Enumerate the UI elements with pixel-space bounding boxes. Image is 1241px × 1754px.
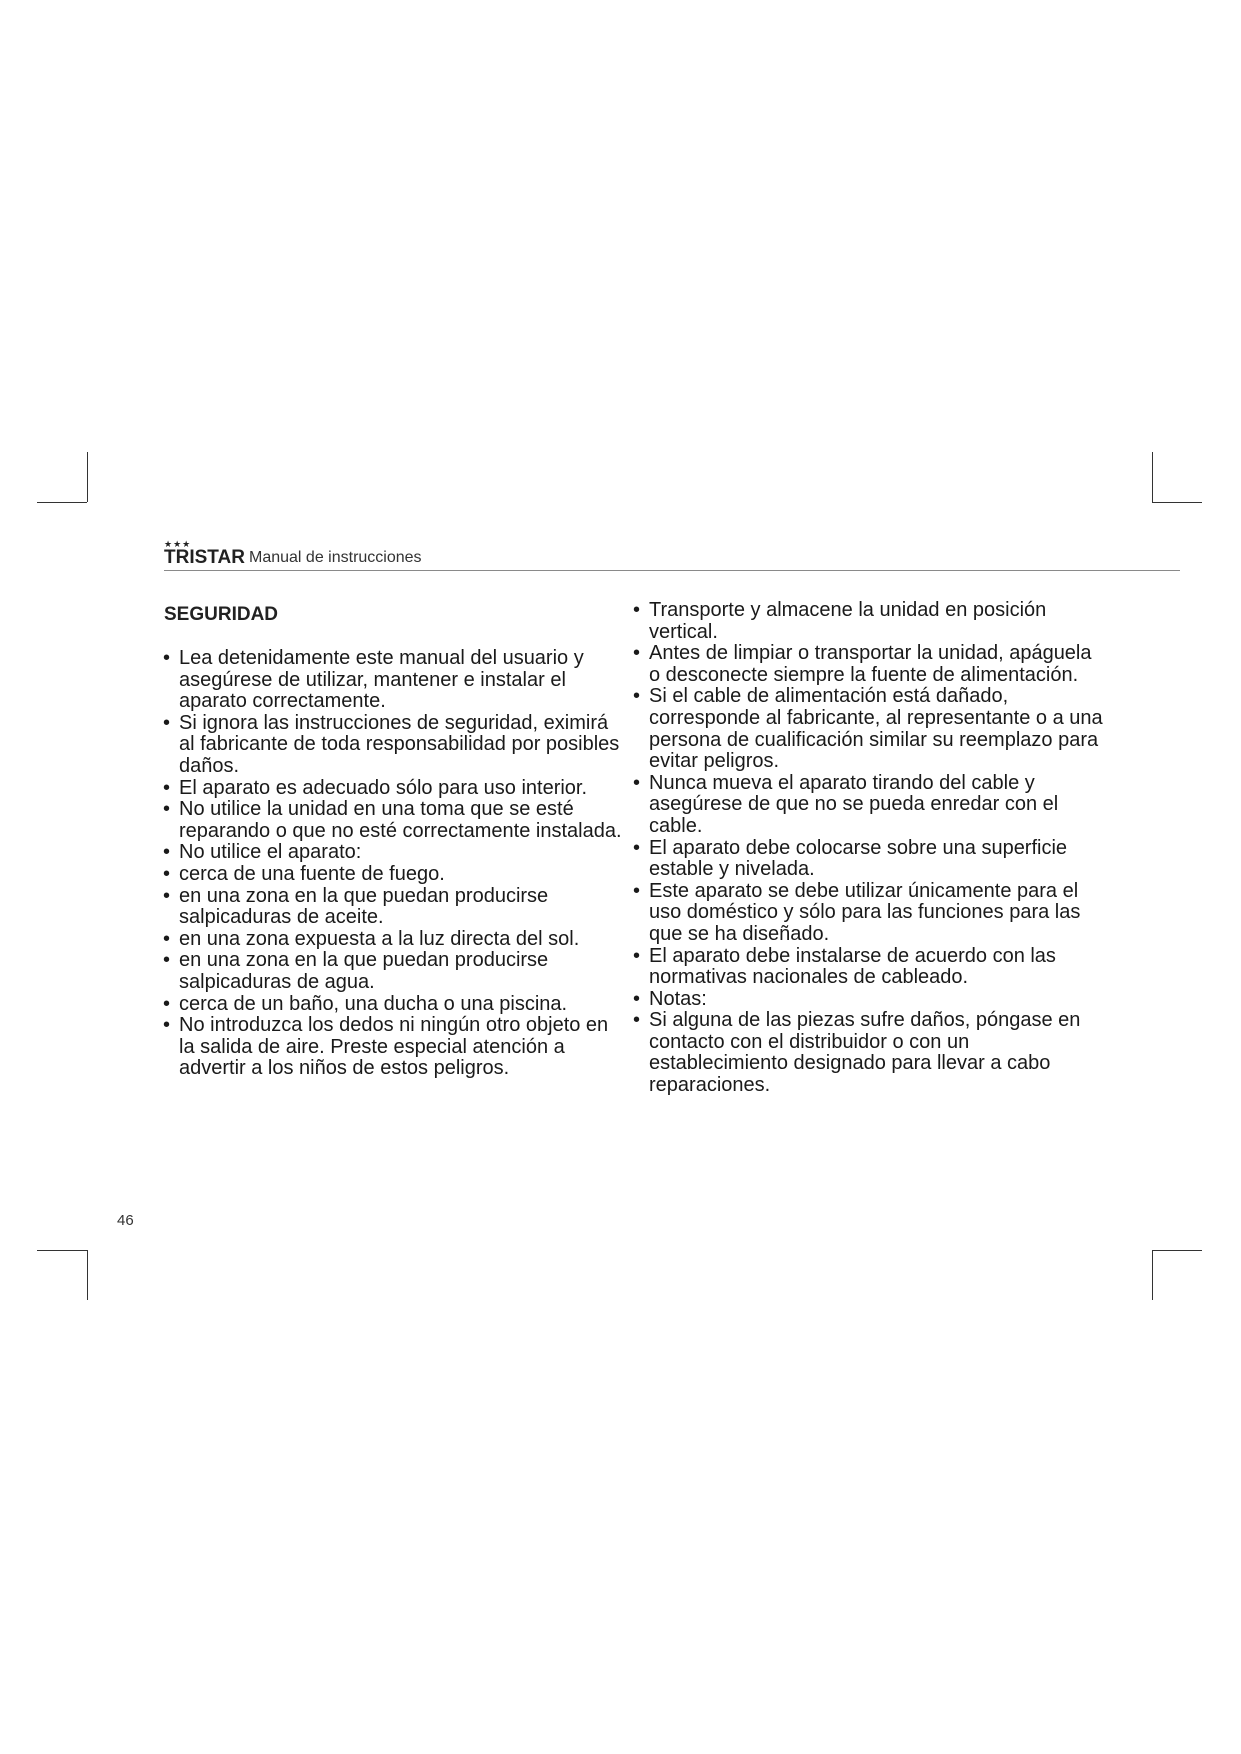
list-item	[633, 1010, 1103, 1096]
list-item	[163, 842, 623, 864]
list-item-text: cerca de una fuente de fuego.	[179, 862, 445, 885]
list-item-text: en una zona expuesta a la luz directa del sol.	[179, 927, 580, 950]
bullet-icon: •	[163, 862, 171, 885]
list-item	[633, 946, 1103, 989]
header-title: Manual de instrucciones	[249, 549, 422, 566]
list-item-text: cerca de un baño, una ducha o una piscina.	[179, 992, 568, 1015]
bullet-icon: •	[163, 927, 171, 950]
list-item-text: No introduzca los dedos ni ningún otro objeto en la salida de aire. Preste especial atención a advertir a los niños de estos peligros.	[179, 1014, 609, 1080]
list-item-text: No utilice el aparato:	[179, 841, 362, 864]
list-item-text: Si alguna de las piezas sufre daños, póngase en contacto con el distribuidor o con un establecimiento designado para llevar a cabo reparaciones.	[649, 1009, 1081, 1097]
bullet-icon: •	[633, 836, 641, 859]
bullet-icon: •	[633, 771, 641, 794]
right-column	[633, 600, 1103, 1097]
list-item-text: El aparato es adecuado sólo para uso interior.	[179, 776, 588, 799]
bullet-icon: •	[633, 1009, 641, 1032]
list-item	[163, 950, 623, 993]
bullet-icon: •	[633, 685, 641, 708]
left-column	[163, 648, 623, 1080]
bullet-icon: •	[163, 992, 171, 1015]
bullet-icon: •	[633, 642, 641, 665]
list-item	[633, 989, 1103, 1011]
page-number: 46	[117, 1212, 134, 1229]
list-item-text: No utilice la unidad en una toma que se esté reparando o que no esté correctamente instalada.	[179, 798, 622, 842]
list-item	[163, 994, 623, 1016]
section-title: SEGURIDAD	[164, 604, 279, 625]
list-item-text: Lea detenidamente este manual del usuario y asegúrese de utilizar, mantener e instalar el aparato correctamente.	[179, 647, 584, 713]
list-item	[163, 648, 623, 713]
bullet-icon: •	[163, 647, 171, 669]
list-item	[163, 713, 623, 778]
bullet-icon: •	[163, 841, 171, 864]
list-item-text: Este aparato se debe utilizar únicamente para el uso doméstico y sólo para las funciones para las que se ha diseñado.	[649, 879, 1081, 945]
list-item	[163, 886, 623, 929]
bullet-icon: •	[163, 1014, 171, 1037]
list-item-text: en una zona en la que puedan producirse salpicaduras de aceite.	[179, 884, 549, 929]
list-item	[633, 686, 1103, 772]
bullet-icon: •	[633, 879, 641, 902]
bullet-icon: •	[163, 711, 171, 734]
list-item	[163, 799, 623, 842]
brand-name: TRISTAR	[164, 547, 245, 568]
list-item	[163, 929, 623, 951]
list-item	[633, 881, 1103, 946]
list-item	[633, 600, 1103, 643]
list-item-text: Notas:	[649, 987, 707, 1010]
brand-logo	[164, 540, 244, 568]
list-item	[163, 1015, 623, 1080]
list-item	[633, 838, 1103, 881]
list-item-text: Nunca mueva el aparato tirando del cable y asegúrese de que no se pueda enredar con el cable.	[649, 771, 1059, 837]
list-item	[633, 643, 1103, 686]
bullet-icon: •	[163, 798, 171, 821]
bullet-icon: •	[163, 949, 171, 972]
list-item-text: El aparato debe colocarse sobre una superficie estable y nivelada.	[649, 836, 1068, 881]
list-item	[633, 773, 1103, 838]
list-item-text: El aparato debe instalarse de acuerdo con las normativas nacionales de cableado.	[649, 944, 1056, 989]
bullet-icon: •	[633, 987, 641, 1010]
list-item-text: Antes de limpiar o transportar la unidad, apáguela o desconecte siempre la fuente de alimentación.	[649, 642, 1092, 686]
header-divider	[164, 570, 1180, 571]
bullet-icon: •	[163, 884, 171, 907]
list-item-text: Si ignora las instrucciones de seguridad, eximirá al fabricante de toda responsabilidad por posibles daños.	[179, 711, 620, 777]
bullet-icon: •	[163, 776, 171, 799]
list-item	[163, 778, 623, 800]
list-item-text: en una zona en la que puedan producirse salpicaduras de agua.	[179, 949, 549, 993]
brand-stars: ★★★	[164, 539, 192, 549]
bullet-icon: •	[633, 599, 641, 621]
list-item-text: Si el cable de alimentación está dañado, corresponde al fabricante, al representante o a una persona de cualificación similar su reemplazo para evitar peligros.	[649, 685, 1103, 773]
page-header	[164, 540, 1180, 570]
bullet-icon: •	[633, 944, 641, 967]
list-item-text: Transporte y almacene la unidad en posición vertical.	[649, 599, 1047, 643]
list-item	[163, 864, 623, 886]
